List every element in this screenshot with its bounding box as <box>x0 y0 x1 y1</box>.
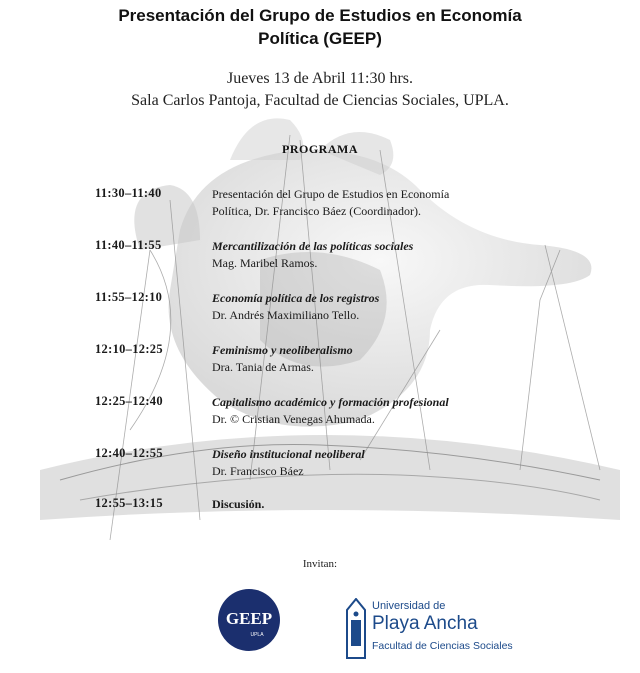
program-time: 12:10–12:25 <box>95 342 163 356</box>
program-topic: Diseño institucional neoliberal <box>212 447 365 461</box>
program-speaker: Mag. Maribel Ramos. <box>212 256 318 270</box>
event-venue: Sala Carlos Pantoja, Facultad de Ciencias Sociales, UPLA. <box>131 92 509 109</box>
upla-logo-line1: Universidad de <box>372 600 446 612</box>
program-description <box>212 446 542 480</box>
program-speaker: Dra. Tania de Armas. <box>212 360 314 374</box>
invitan-label: Invitan: <box>302 558 338 570</box>
program-speaker: Dr. Andrés Maximiliano Tello. <box>212 308 360 322</box>
program-topic: Mercantilización de las políticas sociales <box>212 239 414 253</box>
program-speaker: Dr. © Cristian Venegas Ahumada. <box>212 412 375 426</box>
program-topic: Feminismo y neoliberalismo <box>212 343 353 357</box>
programa-heading: PROGRAMA <box>282 142 358 156</box>
program-time: 11:30–11:40 <box>95 186 162 200</box>
program-description <box>212 496 542 513</box>
flyer-title-line2: Política (GEEP) <box>258 29 382 48</box>
event-date: Jueves 13 de Abril 11:30 hrs. <box>226 70 414 87</box>
geep-logo <box>217 588 281 652</box>
program-description <box>212 238 542 272</box>
program-description <box>212 186 542 220</box>
geep-logo-text: GEEP <box>225 609 273 628</box>
program-speaker: Dr. Francisco Báez <box>212 464 304 478</box>
program-topic: Capitalismo académico y formación profesional <box>212 395 449 409</box>
upla-logo-line3: Facultad de Ciencias Sociales <box>372 640 513 652</box>
program-description <box>212 342 542 376</box>
flyer-title-line1: Presentación del Grupo de Estudios en Economía <box>118 6 522 25</box>
upla-tower-icon <box>345 598 367 660</box>
program-line2: Política, Dr. Francisco Báez (Coordinador). <box>212 204 421 218</box>
program-time: 12:55–13:15 <box>95 496 163 510</box>
program-topic: Discusión. <box>212 497 265 511</box>
program-time: 12:25–12:40 <box>95 394 163 408</box>
upla-logo-line2: Playa Ancha <box>372 613 478 634</box>
program-description <box>212 290 542 324</box>
program-topic: Economía política de los registros <box>212 291 380 305</box>
program-time: 12:40–12:55 <box>95 446 163 460</box>
program-line1: Presentación del Grupo de Estudios en Economía <box>212 187 450 201</box>
geep-logo-subtext: UPLA <box>250 632 264 638</box>
program-description <box>212 394 542 428</box>
program-time: 11:40–11:55 <box>95 238 162 252</box>
program-time: 11:55–12:10 <box>95 290 163 304</box>
